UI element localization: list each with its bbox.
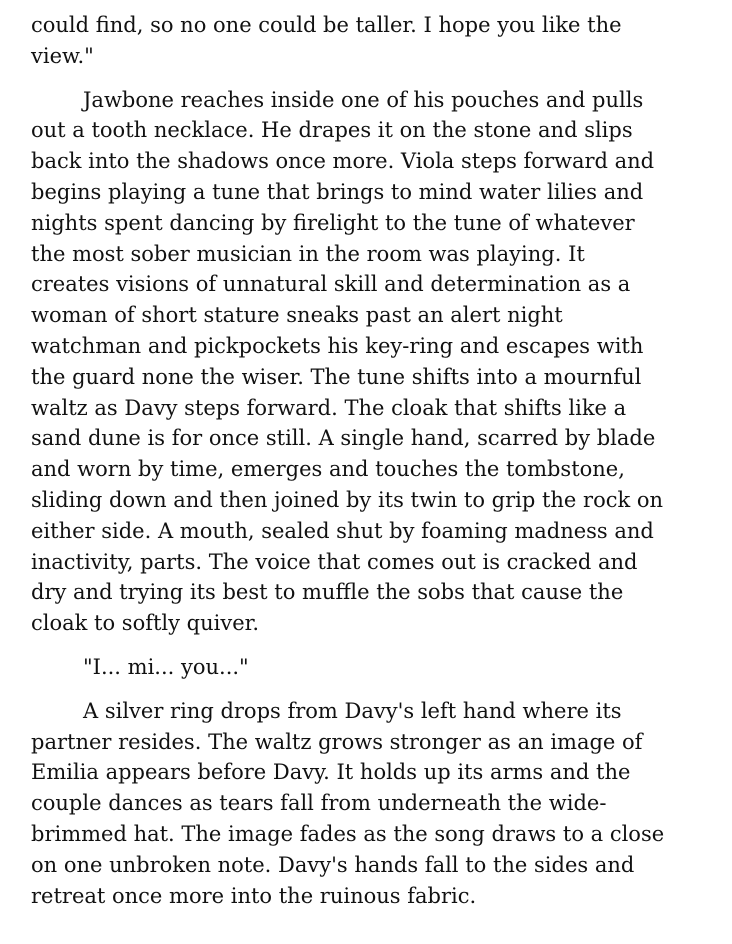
text-line: could find, so no one could be taller. I hope you like the xyxy=(31,13,622,37)
paragraph-3 xyxy=(31,652,721,683)
text-line: either side. A mouth, sealed shut by foaming madness and xyxy=(31,518,654,543)
text-line: out a tooth necklace. He drapes it on the stone and slips xyxy=(31,118,633,143)
text-line: view." xyxy=(31,43,94,68)
paragraph-1 xyxy=(31,10,721,72)
text-line: sliding down and then joined by its twin to grip the rock on xyxy=(31,487,664,512)
text-line: inactivity, parts. The voice that comes out is cracked and xyxy=(31,549,638,574)
book-page xyxy=(31,10,721,911)
text-line: nights spent dancing by firelight to the tune of whatever xyxy=(31,210,635,235)
text-line: Emilia appears before Davy. It holds up its arms and the xyxy=(31,760,631,785)
text-line: back into the shadows once more. Viola steps forward and xyxy=(31,149,655,174)
dialogue-line: "I... mi... you..." xyxy=(83,654,249,679)
text-line: sand dune is for once still. A single hand, scarred by blade xyxy=(31,426,656,451)
text-line: couple dances as tears fall from underneath the wide- xyxy=(31,791,607,816)
text-line: waltz as Davy steps forward. The cloak that shifts like a xyxy=(31,395,627,420)
text-line: dry and trying its best to muffle the sobs that cause the xyxy=(31,580,624,605)
paragraph-4 xyxy=(31,696,721,912)
text-line: the guard none the wiser. The tune shifts into a mournful xyxy=(31,364,642,389)
paragraph-2 xyxy=(31,85,721,639)
text-line: Jawbone reaches inside one of his pouches and pulls xyxy=(83,87,644,112)
text-line: brimmed hat. The image fades as the song draws to a close xyxy=(31,821,665,846)
text-line: partner resides. The waltz grows stronger as an image of xyxy=(31,729,643,754)
text-line: cloak to softly quiver. xyxy=(31,611,260,636)
text-line: woman of short stature sneaks past an alert night xyxy=(31,303,563,328)
text-line: retreat once more into the ruinous fabric. xyxy=(31,883,477,908)
text-line: creates visions of unnatural skill and determination as a xyxy=(31,272,631,297)
text-line: the most sober musician in the room was playing. It xyxy=(31,241,585,266)
text-line: watchman and pickpockets his key-ring and escapes with xyxy=(31,333,644,358)
text-line: and worn by time, emerges and touches the tombstone, xyxy=(31,457,625,482)
text-line: A silver ring drops from Davy's left hand where its xyxy=(83,698,622,723)
text-line: begins playing a tune that brings to mind water lilies and xyxy=(31,179,644,204)
text-line: on one unbroken note. Davy's hands fall to the sides and xyxy=(31,852,635,877)
